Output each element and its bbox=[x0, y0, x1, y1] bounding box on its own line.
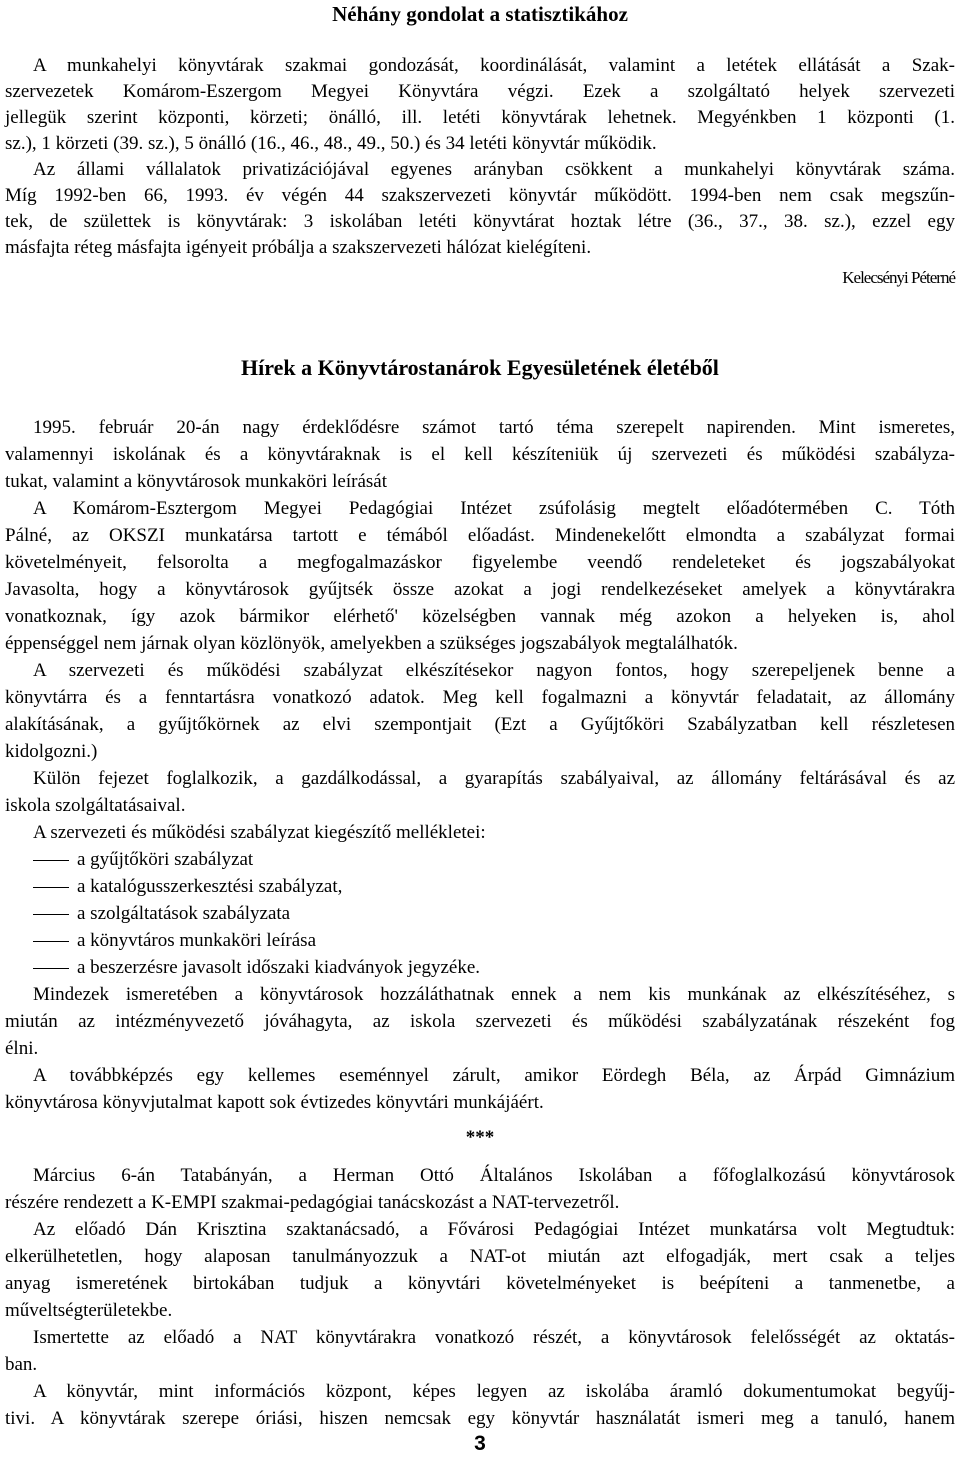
dash-bullet bbox=[33, 887, 69, 888]
section1-line: Az állami vállalatok privatizációjával egyenes arányban csökkent a munkahelyi könyvtárak száma. bbox=[33, 159, 955, 180]
section2-line: könyvtárosa könyvjutalmat kapott sok évtizedes könyvtári munkájáért. bbox=[5, 1092, 544, 1113]
section2-title: Hírek a Könyvtárostanárok Egyesületének életéből bbox=[241, 355, 719, 380]
section2-line: A Komárom-Esztergom Megyei Pedagógiai Intézet zsúfolásig megtelt előadótermében C. Tóth bbox=[33, 498, 955, 519]
section2-line: élni. bbox=[5, 1038, 39, 1059]
section2-line: A könyvtár, mint információs központ, képes legyen az iskolába áramló dokumentumokat begyűj- bbox=[33, 1381, 955, 1402]
page-number: 3 bbox=[474, 1432, 486, 1455]
section1-line: másfajta réteg másfajta igényeit próbálja a szakszervezeti hálózat kielégíteni. bbox=[5, 237, 592, 258]
section2-line: Ismertette az előadó a NAT könyvtárakra vonatkozó részét, a könyvtárosok felelősségét az oktatás- bbox=[33, 1327, 955, 1348]
section2-line: követelményeit, felsorolta a megfogalmazáskor figyelembe veendő rendeleteket és jogszabályokat bbox=[5, 552, 955, 573]
section2-line: tivi. A könyvtárak szerepe óriási, hiszen nemcsak egy könyvtár használatát ismeri meg a tanuló, hanem bbox=[5, 1408, 955, 1429]
section2-line: Javasolta, hogy a könyvtárosok gyűjtsék össze azokat a jogi rendelkezéseket amelyek a könyvtárakra bbox=[5, 579, 955, 600]
section2-line: éppenséggel nem járnak olyan közlönyök, amelyekben a szükséges jogszabályok megtalálhatók. bbox=[5, 633, 738, 654]
section2-line: valamennyi iskolának és a könyvtáraknak is el kell készíteniük új szervezeti és működési szabályza- bbox=[5, 444, 955, 465]
list-item-text: a gyűjtőköri szabályzat bbox=[77, 849, 254, 870]
signature: Kelecsényi Péterné bbox=[842, 268, 955, 287]
section2-line: anyag ismeretének birtokában tudjuk a könyvtári követelményeket is beépíteni a tanmenetbe, a bbox=[5, 1273, 955, 1294]
section2-line: vonatkoznak, így azok bármikor elérhető' közelségben vannak még azokon a helyeken is, ahol bbox=[5, 606, 955, 627]
section1-line: szervezetek Komárom-Eszergom Megyei Könyvtára végzi. Ezek a szolgáltató helyek szervezeti bbox=[5, 81, 955, 102]
section2-line: könyvtárra és a fenntartásra vonatkozó adatok. Meg kell fogalmazni a könyvtár feladatait, az állomány bbox=[5, 687, 955, 708]
section2-line: 1995. február 20-án nagy érdeklődésre számot tartó téma szerepelt napirenden. Mint ismeretes, bbox=[33, 417, 955, 438]
list-item bbox=[5, 846, 955, 874]
dash-bullet bbox=[33, 860, 69, 861]
section2-line: alakításának, a gyűjtőkörnek az elvi szempontjait (Ezt a Gyűjtőköri Szabályzatban kell részletesen bbox=[5, 714, 955, 735]
list-item bbox=[5, 927, 955, 955]
dash-bullet bbox=[33, 941, 69, 942]
separator: *** bbox=[465, 1127, 495, 1148]
list-item-text: a katalógusszerkesztési szabályzat, bbox=[77, 876, 343, 897]
section2-line: kidolgozni.) bbox=[5, 741, 98, 762]
section1-line: Míg 1992-ben 66, 1993. év végén 44 szakszervezeti könyvtár működött. 1994-ben nem csak megszűn- bbox=[5, 185, 955, 206]
section2-line: Pálné, az OKSZI munkatársa tartott e témából előadást. Mindenekelőtt elmondta a szabályzat formai bbox=[5, 525, 955, 546]
list-item-text: a könyvtáros munkaköri leírása bbox=[77, 930, 317, 951]
dash-bullet bbox=[33, 968, 69, 969]
list-item bbox=[5, 873, 955, 901]
section1-title: Néhány gondolat a statisztikához bbox=[332, 2, 628, 26]
list-item bbox=[5, 900, 955, 928]
section2-line: A szervezeti és működési szabályzat kiegészítő mellékletei: bbox=[33, 822, 486, 843]
section2-line: Március 6-án Tatabányán, a Herman Ottó Általános Iskolában a főfoglalkozású könyvtárosok bbox=[33, 1165, 955, 1186]
section1-line: A munkahelyi könyvtárak szakmai gondozását, koordinálását, valamint a letétek ellátását a Szak- bbox=[33, 55, 955, 76]
section2-line: A szervezeti és működési szabályzat elkészítésekor nagyon fontos, hogy szerepeljenek benne a bbox=[33, 660, 955, 681]
section2-line: tukat, valamint a könyvtárosok munkaköri leírását bbox=[5, 471, 388, 492]
section2-line: részére rendezett a K-EMPI szakmai-pedagógiai tanácskozást a NAT-tervezetről. bbox=[5, 1192, 620, 1213]
section2-line: miután az intézményvezető jóváhagyta, az iskola szervezeti és működési szabályzatának részeként fog bbox=[5, 1011, 955, 1032]
section1-line: tek, de születtek is könyvtárak: 3 iskolában letéti könyvtárat hoztak létre (36., 37., 38. sz.), ezzel egy bbox=[5, 211, 955, 232]
section2-line: Külön fejezet foglalkozik, a gazdálkodással, a gyarapítás szabályaival, az állomány feltárásával és az bbox=[33, 768, 955, 789]
section2-line: Mindezek ismeretében a könyvtárosok hozzáláthatnak ennek a nem kis munkának az elkészítéséhez, s bbox=[33, 984, 955, 1005]
list-item-text: a beszerzésre javasolt időszaki kiadványok jegyzéke. bbox=[77, 957, 481, 978]
section2-line: Az előadó Dán Krisztina szaktanácsadó, a Fővárosi Pedagógiai Intézet munkatársa volt Megtudtuk: bbox=[33, 1219, 955, 1240]
list-item-text: a szolgáltatások szabályzata bbox=[77, 903, 291, 924]
list-item bbox=[5, 954, 955, 982]
section2-line: ban. bbox=[5, 1354, 38, 1375]
section2-line: műveltségterületekbe. bbox=[5, 1300, 173, 1321]
section2-line: A továbbképzés egy kellemes eseménnyel zárult, amikor Eördegh Béla, az Árpád Gimnázium bbox=[33, 1065, 955, 1086]
section1-line: jellegük szerint központi, körzeti; önálló, ill. letéti könyvtárak lehetnek. Megyénkben 1 központi (1. bbox=[5, 107, 955, 128]
section2-line: iskola szolgáltatásaival. bbox=[5, 795, 186, 816]
dash-bullet bbox=[33, 914, 69, 915]
section1-line: sz.), 1 körzeti (39. sz.), 5 önálló (16., 46., 48., 49., 50.) és 34 letéti könyvtár működik. bbox=[5, 133, 657, 154]
section2-line: elkerülhetetlen, hogy alaposan tanulmányozzuk a NAT-ot miután azt elfogadják, mert csak a teljes bbox=[5, 1246, 955, 1267]
